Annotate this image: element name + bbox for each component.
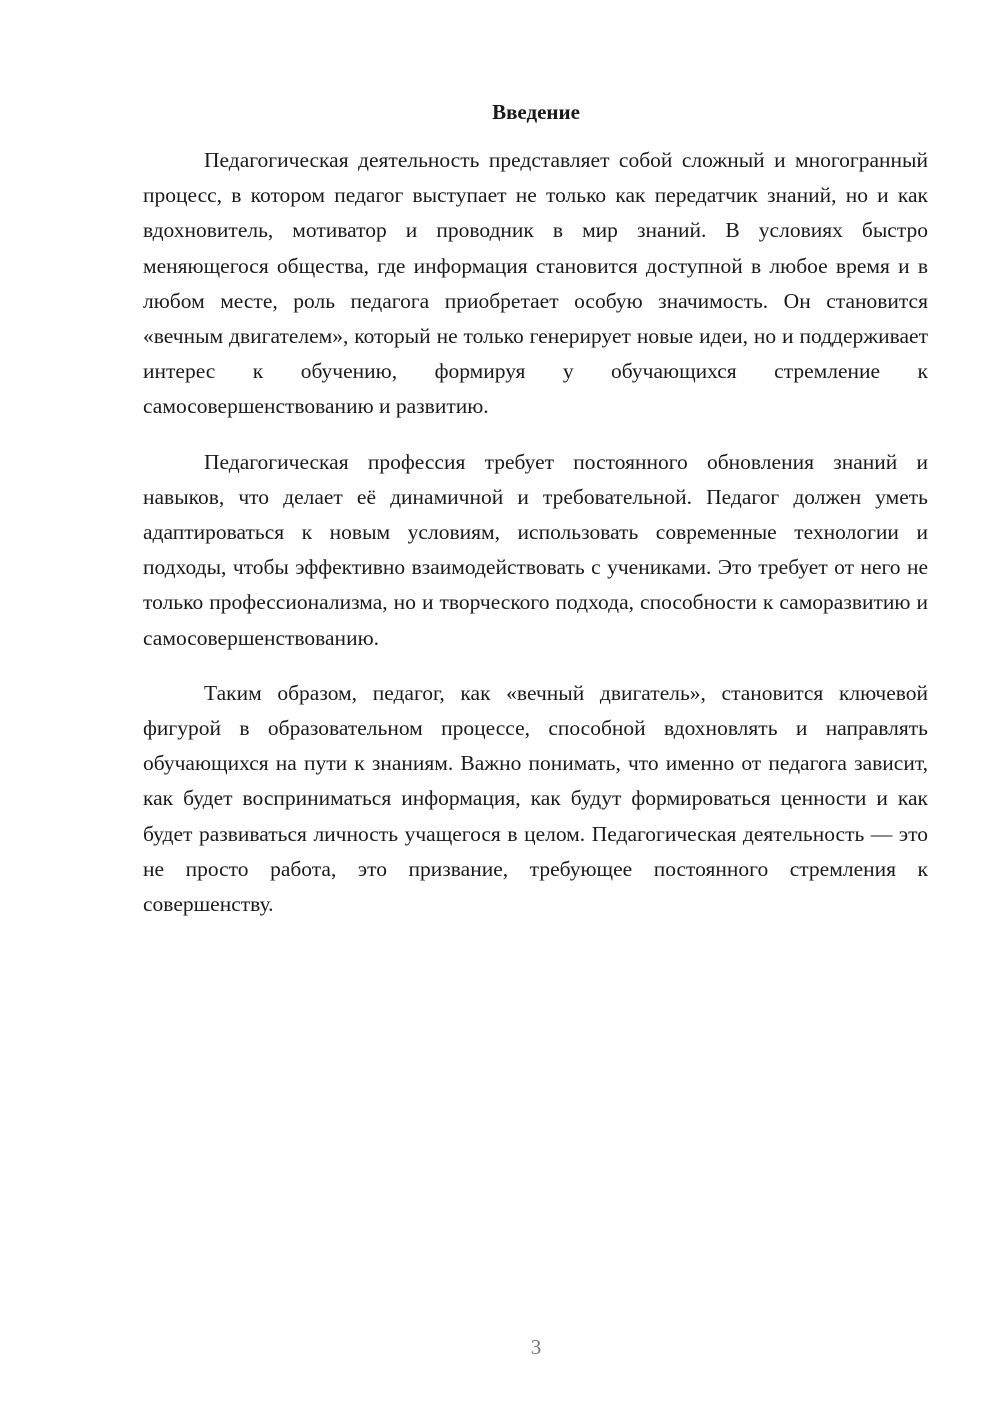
paragraph-3: Таким образом, педагог, как «вечный двигатель», становится ключевой фигурой в образовательном процессе, способной вдохновлять и направлять обучающихся на пути к знаниям. Важно понимать, что именно от педагога зависит, как будет восприниматься информация, как будут формироваться ценности и как будет развиваться личность учащегося в целом. Педагогическая деятельность — это не просто работа, это призвание, требующее постоянного стремления к совершенству. bbox=[143, 680, 928, 917]
body-text bbox=[143, 143, 928, 922]
paragraph-2: Педагогическая профессия требует постоянного обновления знаний и навыков, что делает её динамичной и требовательной. Педагог должен уметь адаптироваться к новым условиям, использовать современные технологии и подходы, чтобы эффективно взаимодействовать с учениками. Это требует от него не только профессионализма, но и творческого подхода, способности к саморазвитию и самосовершенствованию. bbox=[143, 449, 928, 650]
paragraph-1: Педагогическая деятельность представляет собой сложный и многогранный процесс, в котором педагог выступает не только как передатчик знаний, но и как вдохновитель, мотиватор и проводник в мир знаний. В условиях быстро меняющегося общества, где информация становится доступной в любое время и в любом месте, роль педагога приобретает особую значимость. Он становится «вечным двигателем», который не только генерирует новые идеи, но и поддерживает интерес к обучению, формируя у обучающихся стремление к самосовершенствованию и развитию. bbox=[143, 148, 928, 419]
page-number: 3 bbox=[530, 1335, 542, 1359]
section-heading: Введение bbox=[492, 100, 580, 124]
